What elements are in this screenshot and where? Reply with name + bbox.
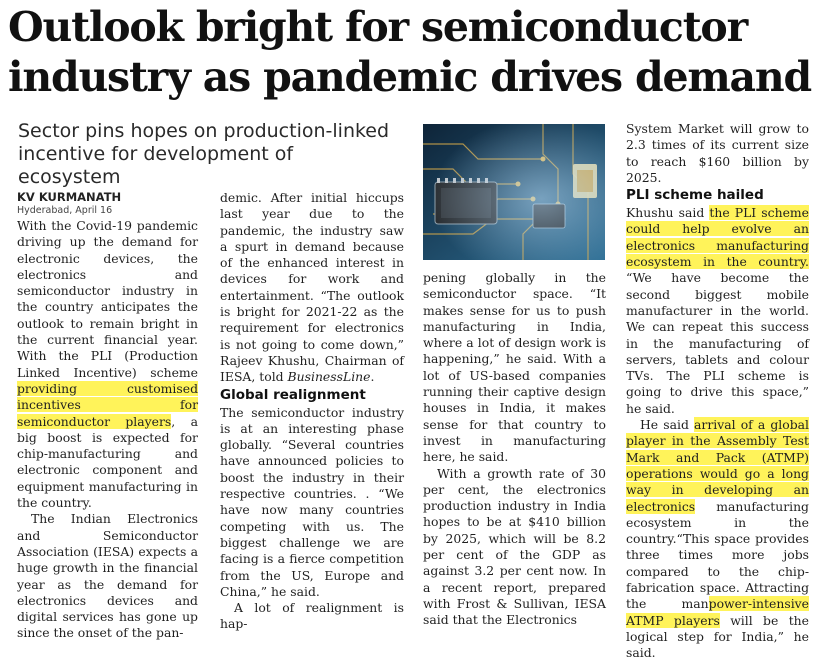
paragraph: With the Covid-19 pandemic driving up the demand for electronic devices, the electronics and semiconductor industry in the country anticipates the outlook to remain bright in the current financial year. With the PLI (Production Linked Incentive) scheme providing customised incentives for semiconductor players, a big boost is expected for chip-manufacturing and electronic component and equipment manufacturing in the country. [17, 218, 198, 511]
publication-name: BusinessLine [287, 369, 371, 385]
paragraph: Khushu said the PLI scheme could help evolve an electronics manufacturing ecosystem in the country. “We have become the second biggest mobile manufacturer in the world. We can repeat this success in the manufacturing of servers, tablets and colour TVs. The PLI scheme is going to drive this space,” he said. [626, 205, 809, 416]
paragraph: System Market will grow to 2.3 times of its current size to reach $160 billion by 2025. [626, 121, 809, 185]
column-4 [626, 121, 809, 662]
dateline: Hyderabad, April 16 [17, 205, 113, 216]
byline: KV KURMANATH [17, 190, 122, 204]
paragraph: The semiconductor industry is at an interesting phase globally. “Several countries have announced policies to boost the industry in their respective countries. . “We have now many countries competing with us. The biggest challenge we are facing is a fierce competition from the US, Europe and China,” he said. [220, 404, 404, 599]
headline: Outlook bright for semiconductor industry as pandemic drives demand [8, 3, 811, 101]
highlight: arrival of a global player in the Assembly Test Mark and Pack (ATMP) operations would go a long way in developing an electronics [626, 417, 810, 514]
paragraph: A lot of realignment is hap- [220, 600, 404, 632]
column-2 [220, 190, 404, 633]
paragraph: He said arrival of a global player in the Assembly Test Mark and Pack (ATMP) operations would go a long way in developing an electronics manufacturing ecosystem in the country.“This space provides three times more jobs compared to the chip-fabrication space. Attracting the manpower-intensive ATMP players will be the logical step for India,” he said. [626, 417, 810, 661]
paragraph: With a growth rate of 30 per cent, the electronics production industry in India hopes to be at $410 billion by 2025, which will be 8.2 per cent of the GDP as against 3.2 per cent now. In a recent report, prepared with Frost & Sullivan, IESA said that the Electronics [423, 465, 606, 628]
circuit-board-chip-image [423, 124, 605, 260]
highlight: providing customised incentives for semiconductor players [17, 380, 198, 429]
paragraph: pening globally in the semiconductor space. “It makes sense for us to push manufacturing in India, where a lot of design work is happening,” he said. With a lot of US-based companies running their captive design houses in India, it makes sense for that country to invest in manufacturing here, he said. [423, 270, 606, 465]
subhead-pli-scheme-hailed: PLI scheme hailed [626, 187, 764, 204]
subhead-global-realignment: Global realignment [220, 386, 366, 403]
highlight: power-intensive ATMP players [626, 596, 809, 628]
column-3 [423, 270, 606, 629]
highlight: the PLI scheme could help evolve an electronics manufacturing ecosystem in the country. [626, 205, 809, 270]
paragraph: The Indian Electronics and Semiconductor Association (IESA) expects a huge growth in the financial year as the demand for electronics devices and digital services has gone up since the onset of the pan- [17, 511, 198, 641]
column-1 [17, 190, 198, 642]
deck-subtitle: Sector pins hopes on production-linked incentive for development of ecosystem [18, 120, 390, 188]
paragraph: demic. After initial hiccups last year due to the pandemic, the industry saw a spurt in demand because of the enhanced interest in devices for work and entertainment. “The outlook is bright for 2021-22 as the requirement for electronics is not going to come down,” Rajeev Khushu, Chairman of IESA, told BusinessLine. [220, 190, 404, 385]
